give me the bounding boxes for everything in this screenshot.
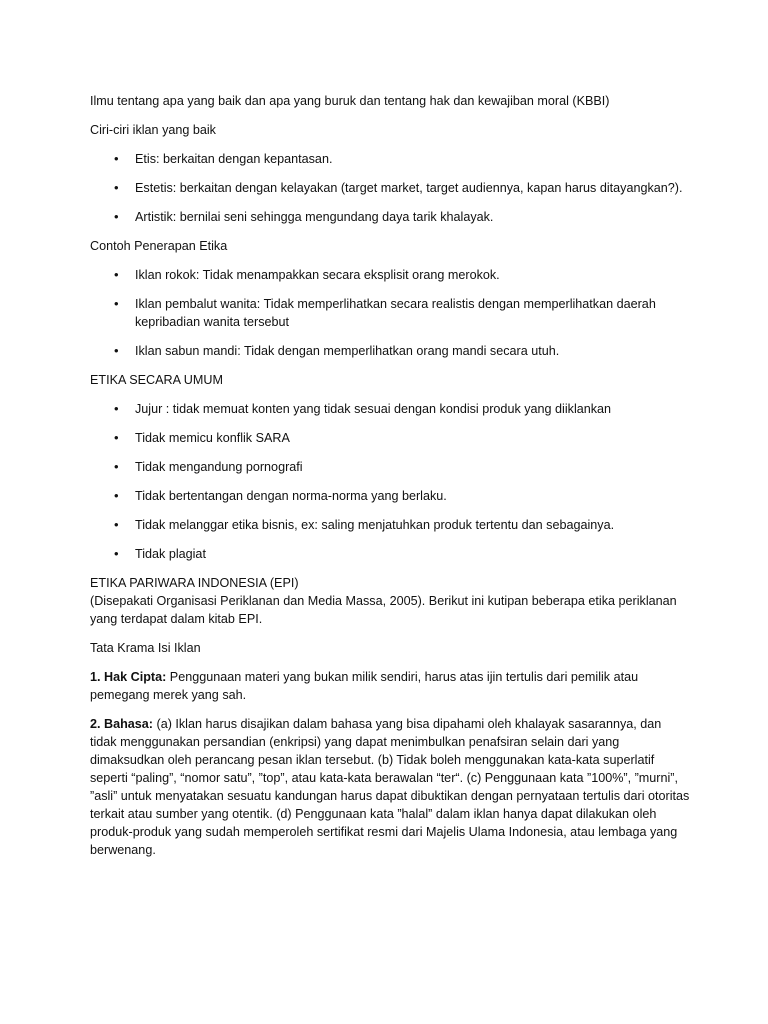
bullet-icon: •: [114, 488, 119, 503]
list-item-text: Iklan pembalut wanita: Tidak memperlihatkan secara realistis dengan memperlihatkan daerah kepribadian wanita tersebut: [135, 297, 656, 329]
list-item-text: Jujur : tidak memuat konten yang tidak sesuai dengan kondisi produk yang diiklankan: [135, 402, 612, 416]
epi-description: (Disepakati Organisasi Periklanan dan Media Massa, 2005). Berikut ini kutipan beberapa etika periklanan yang terdapat dalam kitab EPI.: [90, 594, 677, 626]
list-item-text: Tidak mengandung pornografi: [135, 460, 303, 474]
section-title-ciri-ciri: Ciri-ciri iklan yang baik: [90, 123, 216, 137]
list-item-text: Tidak plagiat: [135, 547, 206, 561]
numbered-item-text: Penggunaan materi yang bukan milik sendiri, harus atas ijin tertulis dari pemilik atau pemegang merek yang sah.: [90, 670, 639, 702]
list-item: [90, 516, 690, 534]
numbered-item-hak-cipta: [90, 668, 690, 704]
list-item-text: Iklan rokok: Tidak menampakkan secara eksplisit orang merokok.: [135, 268, 500, 282]
bullet-icon: •: [114, 209, 119, 224]
list-item: [90, 179, 690, 197]
list-item-text: Estetis: berkaitan dengan kelayakan (target market, target audiennya, kapan harus ditayangkan?).: [135, 181, 683, 195]
section-title-tata-krama: Tata Krama Isi Iklan: [90, 641, 201, 655]
list-item-text: Etis: berkaitan dengan kepantasan.: [135, 152, 333, 166]
list-item-text: Tidak memicu konflik SARA: [135, 431, 290, 445]
bullet-icon: •: [114, 151, 119, 166]
list-item: [90, 208, 690, 226]
bullet-icon: •: [114, 267, 119, 282]
bullet-icon: •: [114, 430, 119, 445]
list-item: [90, 458, 690, 476]
document-body: [90, 92, 690, 870]
list-item: [90, 429, 690, 447]
bullet-icon: •: [114, 517, 119, 532]
numbered-item-label: 1. Hak Cipta:: [90, 670, 167, 684]
numbered-item-label: 2. Bahasa:: [90, 717, 153, 731]
intro-text: Ilmu tentang apa yang baik dan apa yang buruk dan tentang hak dan kewajiban moral (KBBI): [90, 94, 610, 108]
list-item: [90, 487, 690, 505]
list-item-text: Tidak melanggar etika bisnis, ex: saling menjatuhkan produk tertentu dan sebagainya.: [135, 518, 615, 532]
bullet-list-contoh: [90, 266, 690, 360]
list-item: [90, 295, 690, 331]
list-item-text: Artistik: bernilai seni sehingga mengundang daya tarik khalayak.: [135, 210, 494, 224]
bullet-icon: •: [114, 401, 119, 416]
list-item: [90, 400, 690, 418]
bullet-icon: •: [114, 296, 119, 311]
bullet-icon: •: [114, 343, 119, 358]
list-item-text: Iklan sabun mandi: Tidak dengan memperlihatkan orang mandi secara utuh.: [135, 344, 560, 358]
bullet-icon: •: [114, 459, 119, 474]
list-item: [90, 266, 690, 284]
bullet-icon: •: [114, 180, 119, 195]
list-item: [90, 150, 690, 168]
section-title-contoh: Contoh Penerapan Etika: [90, 239, 228, 253]
list-item: [90, 342, 690, 360]
bullet-list-etika-umum: [90, 400, 690, 563]
list-item-text: Tidak bertentangan dengan norma-norma yang berlaku.: [135, 489, 447, 503]
epi-block: [90, 574, 690, 628]
section-title-etika-umum: ETIKA SECARA UMUM: [90, 373, 223, 387]
numbered-item-text: (a) Iklan harus disajikan dalam bahasa yang bisa dipahami oleh khalayak sasarannya, dan tidak menggunakan persandian (enkripsi) yang dapat menimbulkan penafsiran selain dari yang dimaksudkan oleh perancang pesan iklan tersebut. (b) Tidak boleh menggunakan kata-kata superlatif seperti “paling”, “nomor satu”, ”top”, atau kata-kata berawalan “ter“. (c) Penggunaan kata ”100%”, ”murni”, ”asli” untuk menyatakan sesuatu kandungan harus dapat dibuktikan dengan pernyataan tertulis dari otoritas terkait atau sumber yang otentik. (d) Penggunaan kata ”halal” dalam iklan hanya dapat dilakukan oleh produk-produk yang sudah memperoleh sertifikat resmi dari Majelis Ulama Indonesia, atau lembaga yang berwenang.: [90, 717, 690, 857]
bullet-list-ciri-ciri: [90, 150, 690, 226]
bullet-icon: •: [114, 546, 119, 561]
numbered-item-bahasa: [90, 715, 690, 859]
list-item: [90, 545, 690, 563]
section-title-epi: ETIKA PARIWARA INDONESIA (EPI): [90, 576, 299, 590]
